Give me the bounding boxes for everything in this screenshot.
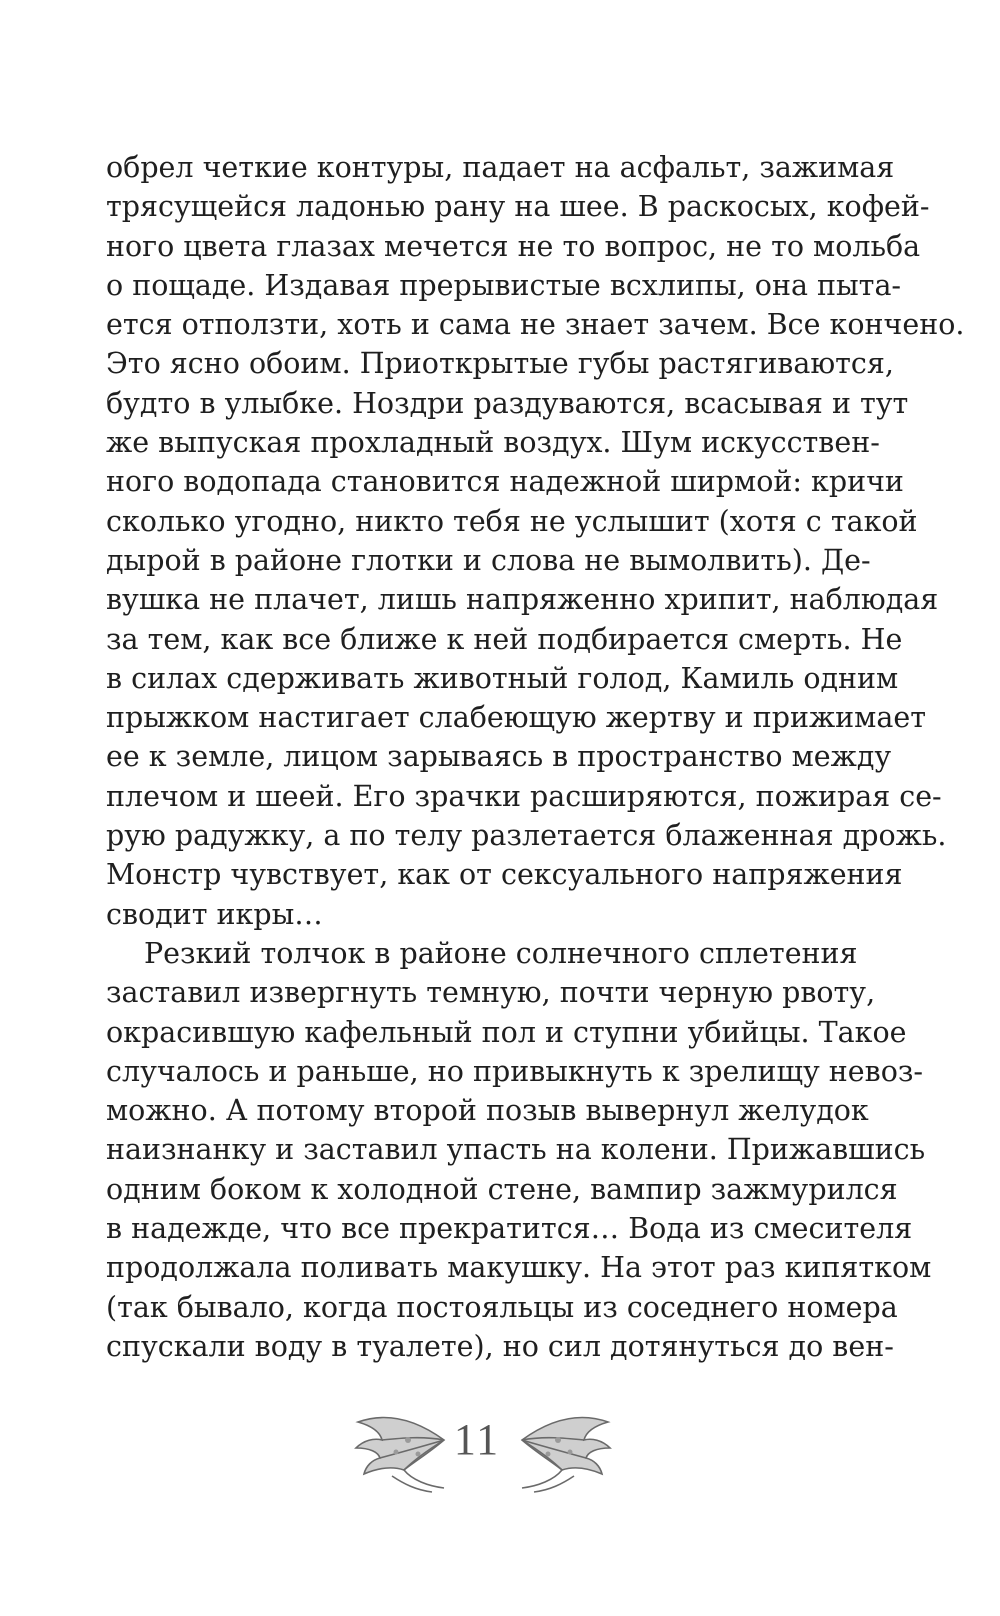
text-line: вушка не плачет, лишь напряженно хрипит, наблюдая	[106, 583, 939, 617]
page-number: 11	[453, 1415, 501, 1464]
dragon-wing-left-icon	[352, 1400, 452, 1496]
text-line: Это ясно обоим. Приоткрытые губы растягиваются,	[106, 347, 894, 381]
text-line: дырой в районе глотки и слова не вымолвить). Де-	[106, 543, 871, 577]
dragon-wing-right-icon	[514, 1400, 614, 1496]
text-line: за тем, как все ближе к ней подбирается смерть. Не	[106, 622, 903, 656]
text-line: о пощаде. Издавая прерывистые всхлипы, она пыта-	[106, 268, 902, 302]
text-line: ется отползти, хоть и сама не знает зачем. Все кончено.	[106, 308, 965, 342]
text-line: можно. А потому второй позыв вывернул желудок	[106, 1094, 869, 1128]
folio	[0, 1400, 1000, 1500]
text-line: заставил извергнуть темную, почти черную рвоту,	[106, 976, 876, 1010]
text-line: будто в улыбке. Ноздри раздуваются, всасывая и тут	[106, 386, 909, 420]
text-line: продолжала поливать макушку. На этот раз кипятком	[106, 1251, 932, 1285]
text-line: спускали воду в туалете), но сил дотянуться до вен-	[106, 1329, 894, 1363]
paragraph-1	[106, 148, 965, 934]
text-line: одним боком к холодной стене, вампир зажмурился	[106, 1172, 898, 1206]
text-line: случалось и раньше, но привыкнуть к зрелищу невоз-	[106, 1054, 924, 1088]
text-line: ее к земле, лицом зарываясь в пространство между	[106, 740, 892, 774]
text-line: прыжком настигает слабеющую жертву и прижимает	[106, 701, 926, 735]
text-line: сколько угодно, никто тебя не услышит (хотя с такой	[106, 504, 918, 538]
text-line: в силах сдерживать животный голод, Камиль одним	[106, 661, 899, 695]
text-line: рую радужку, а по телу разлетается блаженная дрожь.	[106, 819, 947, 853]
text-line: (так бывало, когда постояльцы из соседнего номера	[106, 1290, 898, 1324]
text-line: же выпуская прохладный воздух. Шум искусствен-	[106, 426, 880, 460]
text-line: обрел четкие контуры, падает на асфальт, зажимая	[106, 151, 895, 184]
page-body	[106, 148, 965, 1366]
text-line: в надежде, что все прекратится… Вода из смесителя	[106, 1212, 913, 1246]
text-line: наизнанку и заставил упасть на колени. Прижавшись	[106, 1133, 926, 1167]
text-line: Резкий толчок в районе солнечного сплетения	[144, 936, 858, 970]
text-line: ного цвета глазах мечется не то вопрос, не то мольба	[106, 229, 921, 263]
text-line: Монстр чувствует, как от сексуального напряжения	[106, 858, 903, 892]
text-line: сводит икры…	[106, 897, 323, 931]
paragraph-2	[106, 934, 932, 1366]
text-line: ного водопада становится надежной ширмой: кричи	[106, 465, 904, 499]
text-line: плечом и шеей. Его зрачки расширяются, пожирая се-	[106, 779, 942, 813]
text-line: трясущейся ладонью рану на шее. В раскосых, кофей-	[106, 190, 930, 224]
text-line: окрасившую кафельный пол и ступни убийцы. Такое	[106, 1015, 907, 1049]
